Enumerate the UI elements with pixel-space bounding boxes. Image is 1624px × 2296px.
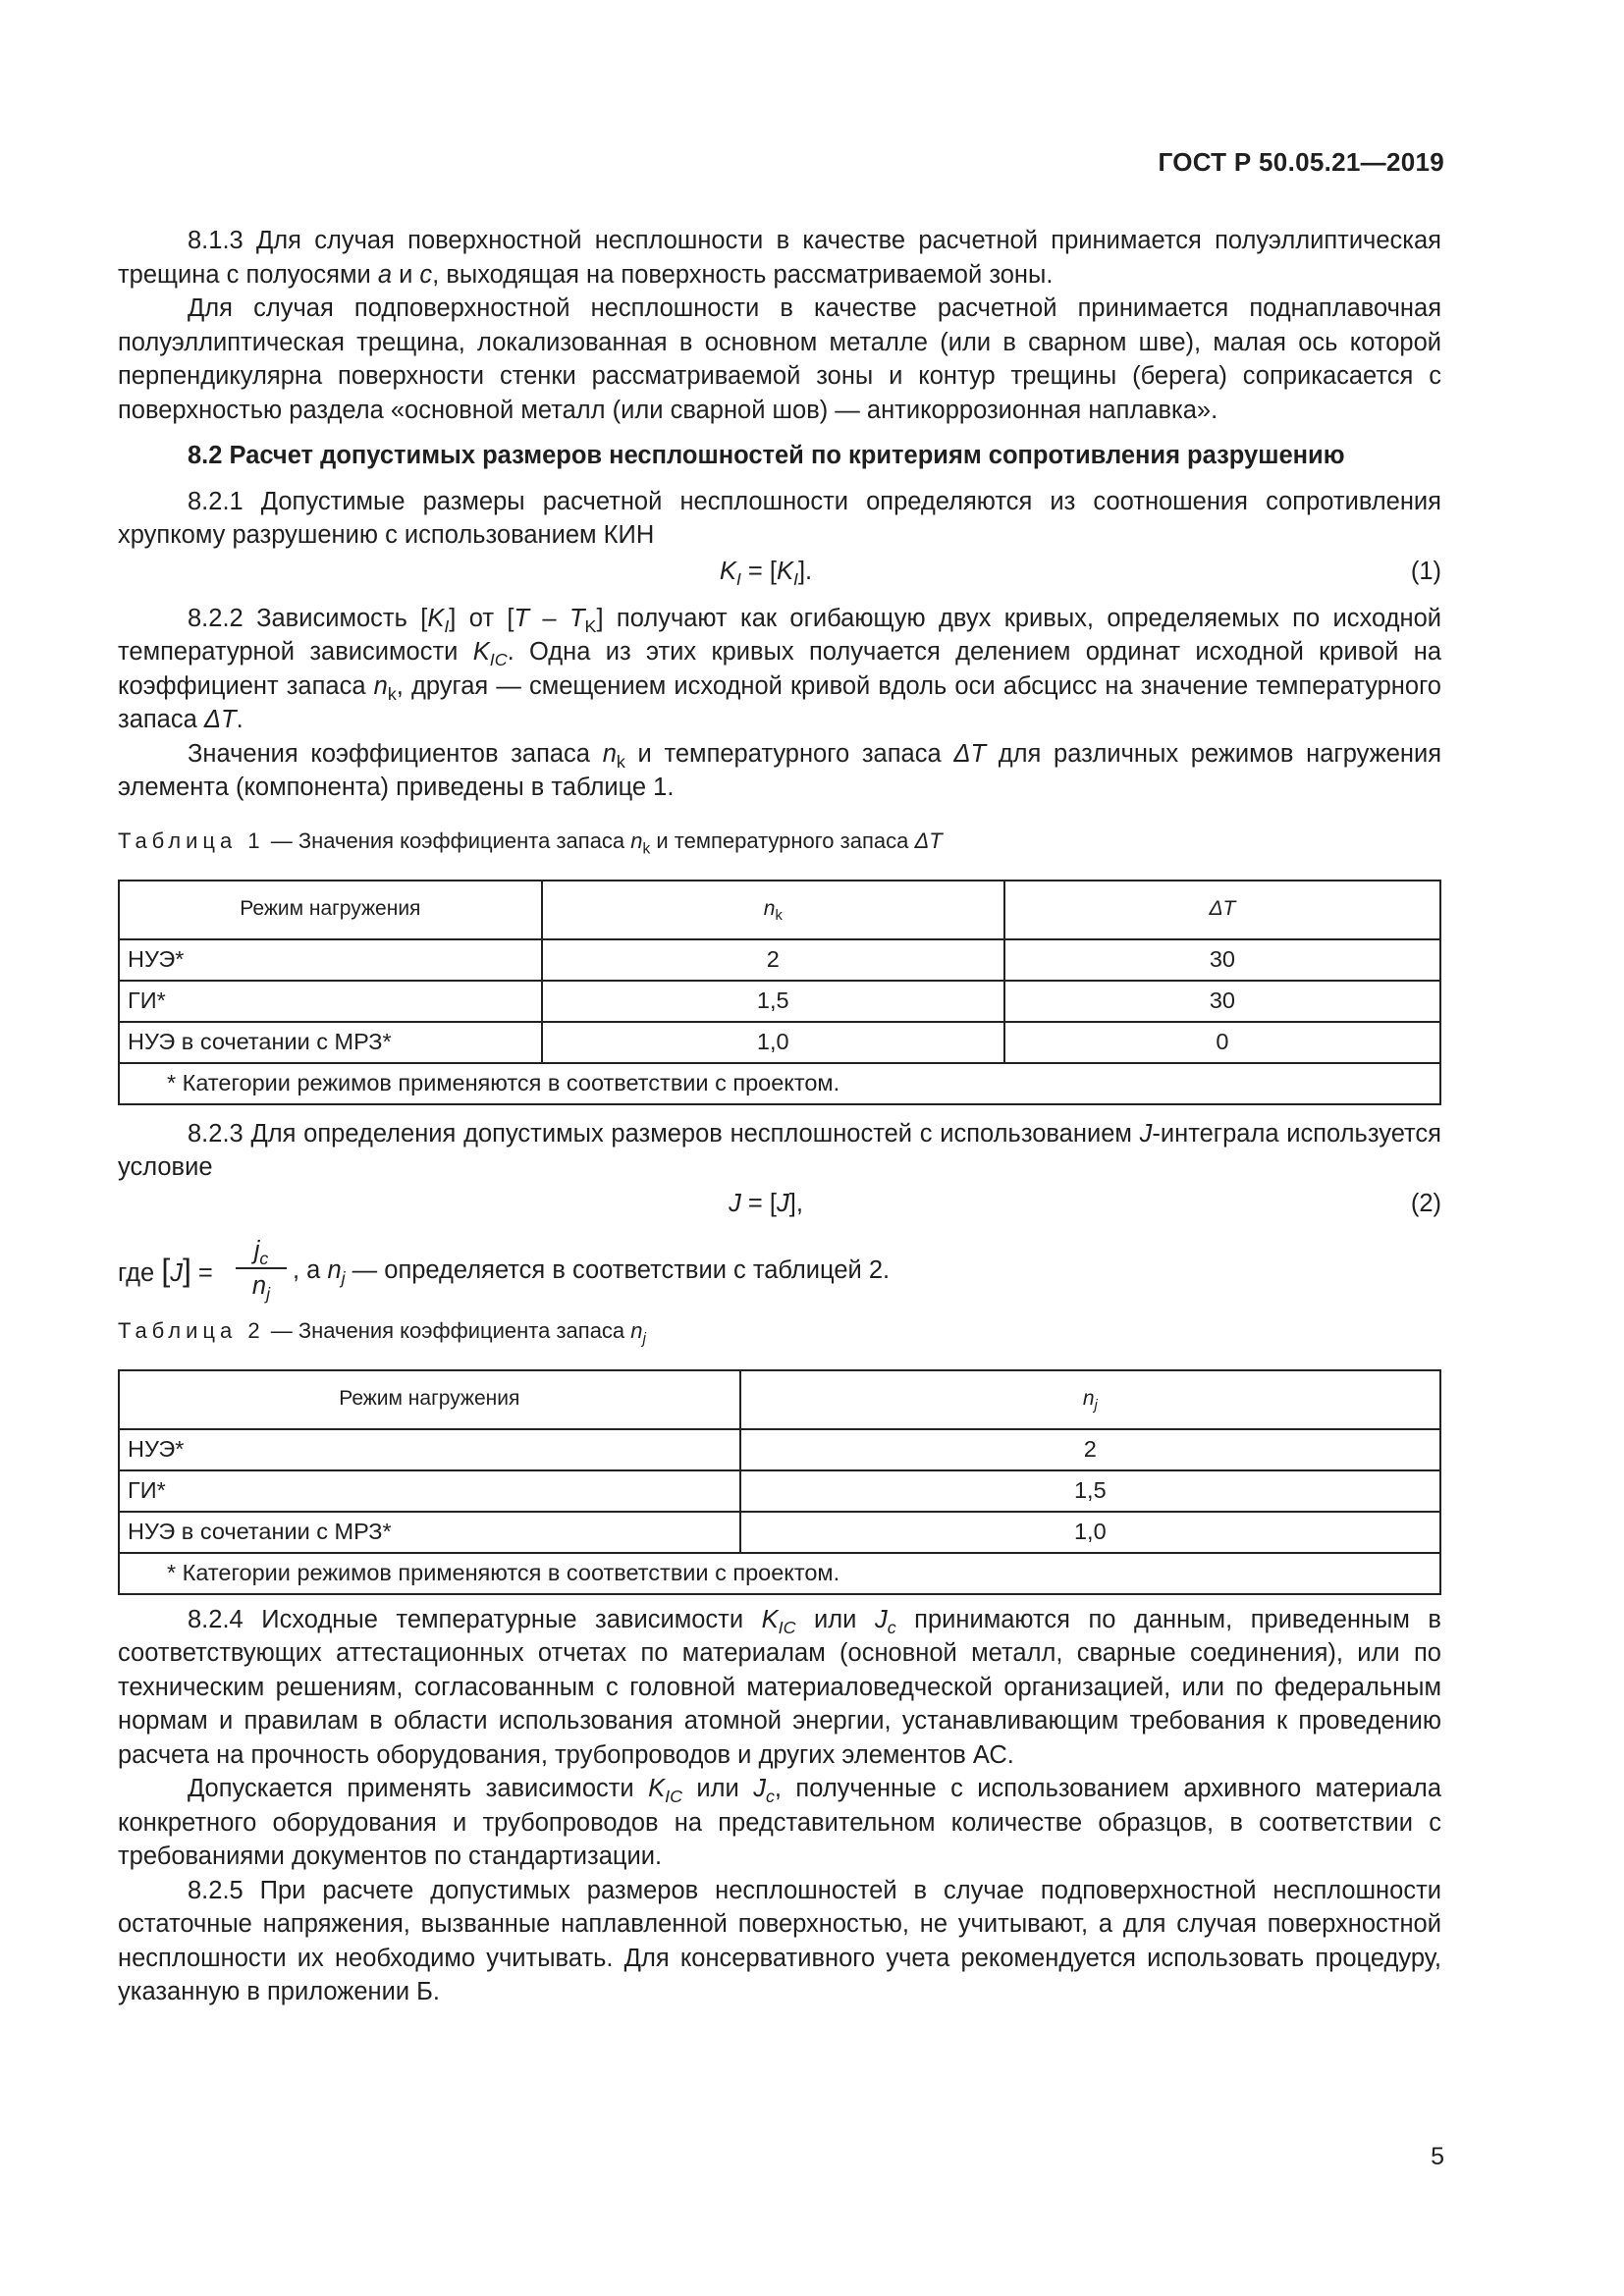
paragraph-8-1-3: 8.1.3 Для случая поверхностной несплошности в качестве расчетной принимается полуэллиптическая трещина с полуосями a и c, выходящая на поверхность рассматриваемой зоны.	[118, 227, 1441, 289]
table-1-cell-mode: НУЭ*	[119, 939, 542, 981]
table-1-header-row	[119, 881, 1440, 939]
table-2-caption: Таблица 2 — Значения коэффициента запаса $n_j$	[118, 1317, 646, 1347]
section-heading-8-2: 8.2 Расчет допустимых размеров несплошностей по критериям сопротивления разрушению	[188, 442, 1345, 469]
table-1-cell-nk: 1,5	[542, 981, 1004, 1022]
table-2-cell-mode: ГИ*	[119, 1470, 740, 1512]
table-1-cell-dt: 0	[1004, 1022, 1440, 1063]
paragraph-8-2-5: 8.2.5 При расчете допустимых размеров несплошностей в случае подповерхностной несплошности остаточные напряжения, вызванные наплавленной поверхностью, не учитывают, а для случая поверхностной несплошности их необходимо учитывать. Для консервативного учета рекомендуется использовать процедуру, указанную в приложении Б.	[118, 1876, 1441, 2005]
table-1-cell-mode: ГИ*	[119, 981, 542, 1022]
table-row	[119, 1470, 1440, 1512]
paragraph-8-2-3: 8.2.3 Для определения допустимых размеров несплошностей с использованием J-интеграла используется условие	[118, 1119, 1441, 1181]
formula-1-expression: $K_I = [K_I]$.	[719, 557, 813, 589]
table-1-footnote: * Категории режимов применяются в соответствии с проектом.	[119, 1063, 1440, 1104]
paragraph-8-2-4: 8.2.4 Исходные температурные зависимости $K_{IC}$ или $J_c$ принимаются по данным, приведенным в соответствующих аттестационных отчетах по материалам (основной металл, сварные соединения), или по техническим решениям, согласованным с головной материаловедческой организацией, или по федеральным нормам и правилам в области использования атомной энергии, устанавливающим требования к проведению расчета на прочность оборудования, трубопроводов и других элементов АС.	[118, 1605, 1441, 1769]
table-1-cell-mode: НУЭ в сочетании с МРЗ*	[119, 1022, 542, 1063]
table-2-header-row	[119, 1370, 1440, 1429]
table-2-header-mode: Режим нагружения	[119, 1370, 740, 1429]
table-2-cell-nj: 1,0	[740, 1512, 1440, 1553]
formula-1	[118, 555, 1441, 594]
formula-2-where-clause: где [J] = $\frac{j_c}{n_j}$ , а $n_j$ — определяется в соответствии с таблицей 2.	[118, 1234, 1441, 1307]
table-1-header-dt: ΔT	[1004, 881, 1440, 939]
table-1	[118, 880, 1441, 1105]
table-2-header-nj: $n_j$	[740, 1370, 1440, 1429]
table-2-cell-mode: НУЭ в сочетании с МРЗ*	[119, 1512, 740, 1553]
fraction-jc-over-nj: $\frac{j_c}{n_j}$	[236, 1234, 287, 1303]
paragraph-subsurface: Для случая подповерхностной несплошности в качестве расчетной принимается поднаплавочная полуэллиптическая трещина, локализованная в основном металле (или в сварном шве), малая ось которой перпендикулярна поверхности стенки рассматриваемой зоны и контур трещины (берега) соприкасается с поверхностью раздела «основной металл (или сварной шов) — антикоррозионная наплавка».	[118, 294, 1441, 424]
table-row	[119, 1512, 1440, 1553]
table-row	[119, 1022, 1440, 1063]
formula-2-expression: J = [J],	[729, 1189, 803, 1217]
table-2	[118, 1369, 1441, 1595]
formula-2	[118, 1187, 1441, 1226]
table-1-cell-dt: 30	[1004, 981, 1440, 1022]
paragraph-8-2-1: 8.2.1 Допустимые размеры расчетной несплошности определяются из соотношения сопротивления хрупкому разрушению с использованием КИН	[118, 487, 1441, 549]
document-body	[118, 224, 1441, 2009]
table-1-note-row	[119, 1063, 1440, 1104]
table-1-cell-nk: 1,0	[542, 1022, 1004, 1063]
table-2-cell-nj: 1,5	[740, 1470, 1440, 1512]
paragraph-coefficients: Значения коэффициентов запаса $n_k$ и температурного запаса ΔT для различных режимов нагружения элемента (компонента) приведены в таблице 1.	[118, 739, 1442, 801]
page-number: 5	[1431, 2143, 1444, 2170]
document-code-header: ГОСТ Р 50.05.21—2019	[1158, 147, 1444, 177]
table-1-header-mode: Режим нагружения	[119, 881, 542, 939]
table-1-cell-dt: 30	[1004, 939, 1440, 981]
table-1-cell-nk: 2	[542, 939, 1004, 981]
table-2-cell-mode: НУЭ*	[119, 1429, 740, 1470]
table-row	[119, 939, 1440, 981]
table-2-footnote: * Категории режимов применяются в соответствии с проектом.	[119, 1553, 1440, 1594]
paragraph-8-2-2: 8.2.2 Зависимость $[K_I]$ от $[T - T_K]$ получают как огибающую двух кривых, определяемых по исходной температурной зависимости $K_{IC}$. Одна из этих кривых получается делением ординат исходной кривой на коэффициент запаса $n_k$, другая — смещением исходной кривой вдоль оси абсцисс на значение температурного запаса ΔT.	[118, 604, 1442, 733]
table-1-caption: Таблица 1 — Значения коэффициента запаса $n_k$ и температурного запаса ΔT	[118, 828, 943, 857]
table-row	[119, 981, 1440, 1022]
formula-1-number: (1)	[1410, 557, 1441, 585]
formula-2-number: (2)	[1410, 1189, 1441, 1217]
table-1-header-nk: $n_k$	[542, 881, 1004, 939]
paragraph-archive-material: Допускается применять зависимости $K_{IC}$ или $J_c$, полученные с использованием архивного материала конкретного оборудования и трубопроводов на представительном количестве образцов, в соответствии с требованиями документов по стандартизации.	[118, 1775, 1441, 1870]
table-2-note-row	[119, 1553, 1440, 1594]
table-2-cell-nj: 2	[740, 1429, 1440, 1470]
table-row	[119, 1429, 1440, 1470]
